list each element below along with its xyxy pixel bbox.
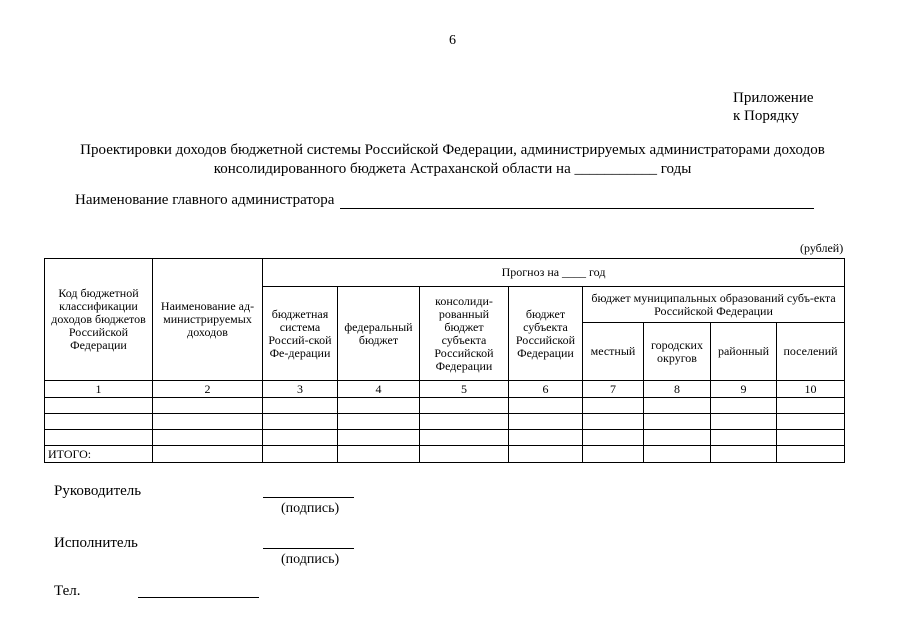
column-number: 5 bbox=[420, 381, 509, 398]
page-number: 6 bbox=[449, 33, 456, 48]
table-row bbox=[45, 414, 845, 430]
table-cell bbox=[644, 446, 711, 463]
column-number: 8 bbox=[644, 381, 711, 398]
table-cell bbox=[420, 414, 509, 430]
header-federal-budget: федеральный бюджет bbox=[338, 287, 420, 381]
header-subject-budget: бюджет субъекта Российской Федерации bbox=[509, 287, 583, 381]
column-number: 10 bbox=[777, 381, 845, 398]
table-cell bbox=[509, 430, 583, 446]
table-cell bbox=[711, 446, 777, 463]
table-cell bbox=[644, 414, 711, 430]
table-cell bbox=[644, 398, 711, 414]
header-budget-classification-code: Код бюджетной классификации доходов бюджетов Российской Федерации bbox=[45, 259, 153, 381]
column-number: 4 bbox=[338, 381, 420, 398]
table-cell bbox=[153, 398, 263, 414]
header-revenue-name: Наименование ад-министрируемых доходов bbox=[153, 259, 263, 381]
document-title bbox=[40, 141, 865, 179]
table-cell bbox=[153, 414, 263, 430]
table-cell bbox=[711, 398, 777, 414]
revenue-table bbox=[44, 258, 845, 463]
table-cell bbox=[420, 398, 509, 414]
phone-label: Тел. bbox=[54, 583, 81, 599]
appendix-line-1: Приложение bbox=[733, 90, 814, 106]
table-cell bbox=[153, 446, 263, 463]
header-settlements: поселений bbox=[777, 323, 845, 381]
header-city-districts: городских округов bbox=[644, 323, 711, 381]
total-label: ИТОГО: bbox=[45, 446, 153, 463]
table-cell bbox=[263, 430, 338, 446]
table-cell bbox=[777, 446, 845, 463]
column-number: 6 bbox=[509, 381, 583, 398]
table-row bbox=[45, 398, 845, 414]
table-cell bbox=[509, 414, 583, 430]
table-cell bbox=[583, 446, 644, 463]
header-district: районный bbox=[711, 323, 777, 381]
appendix-line-2: к Порядку bbox=[733, 108, 799, 124]
admin-name-line bbox=[340, 208, 814, 209]
table-cell bbox=[153, 430, 263, 446]
head-signature-caption: (подпись) bbox=[281, 501, 340, 516]
table-cell bbox=[338, 398, 420, 414]
table-cell bbox=[263, 446, 338, 463]
table-cell bbox=[263, 398, 338, 414]
appendix-note bbox=[733, 89, 814, 125]
header-forecast: Прогноз на ____ год bbox=[263, 259, 845, 287]
column-number: 1 bbox=[45, 381, 153, 398]
table-cell bbox=[509, 398, 583, 414]
admin-name-row bbox=[75, 192, 334, 209]
header-municipal-budget: бюджет муниципальных образований субъ-екта Российской Федерации bbox=[583, 287, 845, 323]
column-number: 3 bbox=[263, 381, 338, 398]
title-line-2: консолидированного бюджета Астраханской области на ___________ годы bbox=[213, 161, 692, 177]
column-number: 2 bbox=[153, 381, 263, 398]
units-label: (рублей) bbox=[800, 241, 844, 255]
table-cell bbox=[338, 414, 420, 430]
table-cell bbox=[777, 430, 845, 446]
head-label: Руководитель bbox=[54, 483, 142, 499]
column-numbers-row bbox=[45, 381, 845, 398]
table-cell bbox=[45, 430, 153, 446]
table-cell bbox=[711, 414, 777, 430]
title-line-1: Проектировки доходов бюджетной системы Российской Федерации, администрируемых администраторами доходов bbox=[80, 142, 825, 158]
phone-line bbox=[138, 597, 259, 598]
header-consolidated-budget: консолиди-рованный бюджет субъекта Российской Федерации bbox=[420, 287, 509, 381]
table-cell bbox=[711, 430, 777, 446]
executor-signature-caption: (подпись) bbox=[281, 552, 340, 567]
header-local: местный bbox=[583, 323, 644, 381]
table-cell bbox=[509, 446, 583, 463]
admin-name-label: Наименование главного администратора bbox=[75, 192, 335, 208]
column-number: 7 bbox=[583, 381, 644, 398]
table-cell bbox=[263, 414, 338, 430]
table-cell bbox=[777, 398, 845, 414]
table-cell bbox=[583, 398, 644, 414]
table-cell bbox=[420, 430, 509, 446]
table-cell bbox=[338, 446, 420, 463]
table-cell bbox=[583, 414, 644, 430]
executor-signature-line bbox=[263, 548, 354, 549]
table-cell bbox=[45, 398, 153, 414]
total-row bbox=[45, 446, 845, 463]
table-cell bbox=[583, 430, 644, 446]
table-cell bbox=[777, 414, 845, 430]
table-cell bbox=[420, 446, 509, 463]
table-row bbox=[45, 430, 845, 446]
head-signature-line bbox=[263, 497, 354, 498]
column-number: 9 bbox=[711, 381, 777, 398]
header-budget-system-rf: бюджетная система Россий-ской Фе-дерации bbox=[263, 287, 338, 381]
table-cell bbox=[338, 430, 420, 446]
executor-label: Исполнитель bbox=[54, 535, 138, 551]
table-cell bbox=[644, 430, 711, 446]
table-cell bbox=[45, 414, 153, 430]
